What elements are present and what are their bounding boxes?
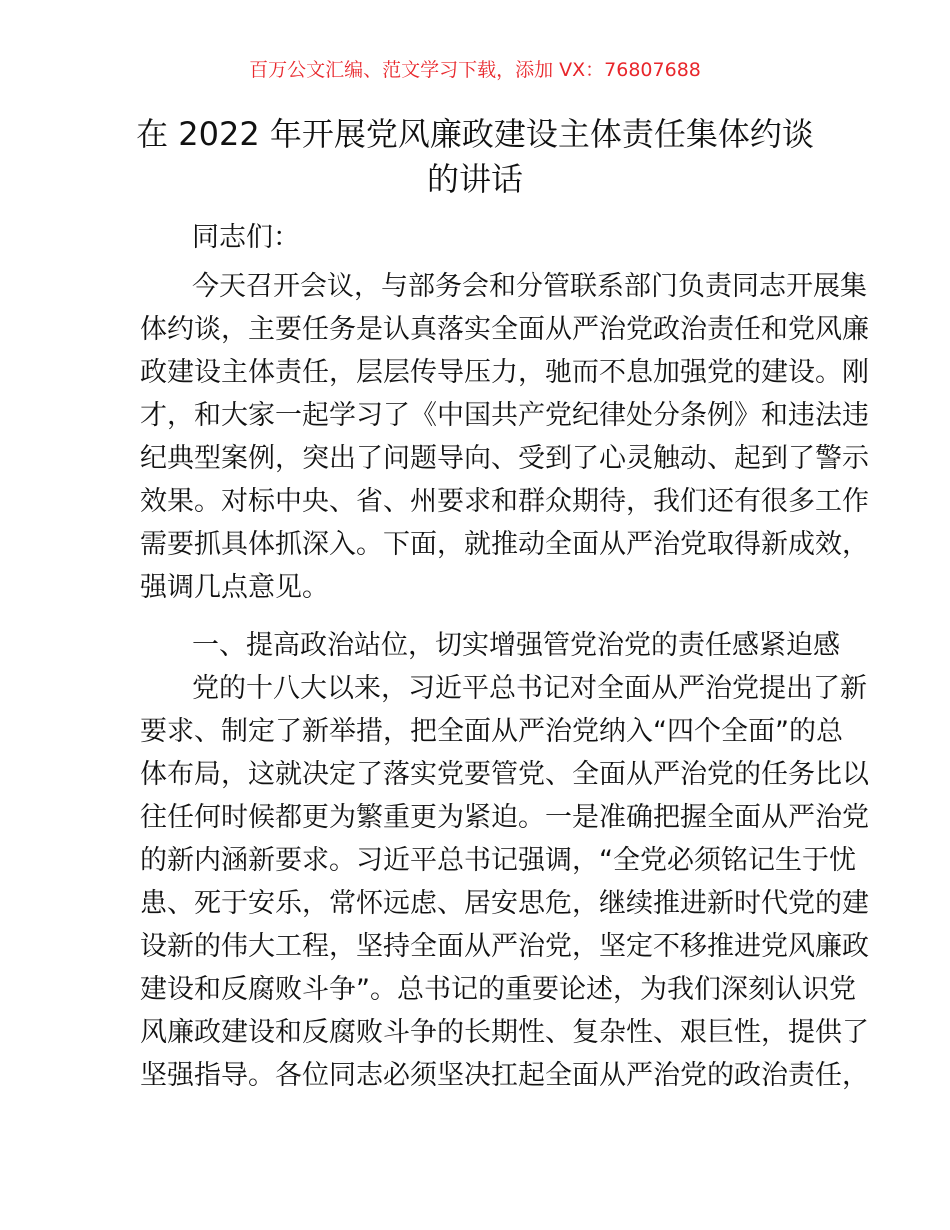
paragraph-line: 强调几点意见。 xyxy=(140,572,329,603)
paragraph-line: 政建设主体责任，层层传导压力，驰而不息加强党的建设。刚 xyxy=(140,357,869,388)
paragraph-line: 纪典型案例，突出了问题导向、受到了心灵触动、起到了警示 xyxy=(140,443,869,474)
title-line: 在 2022 年开展党风廉政建设主体责任集体约谈 xyxy=(136,115,814,153)
paragraph-line: 的新内涵新要求。习近平总书记强调，“全党必须铭记生于忧 xyxy=(140,845,856,876)
paragraph-2 xyxy=(140,667,869,1097)
watermark-banner: 百万公文汇编、范文学习下载，添加 VX：76807688 xyxy=(249,59,701,81)
paragraph-line: 坚强指导。各位同志必须坚决扛起全面从严治党的政治责任， xyxy=(140,1060,869,1091)
paragraph-line: 需要抓具体抓深入。下面，就推动全面从严治党取得新成效， xyxy=(140,529,869,560)
paragraph-line: 往任何时候都更为繁重更为紧迫。一是准确把握全面从严治党 xyxy=(140,802,869,833)
paragraph-line: 体约谈，主要任务是认真落实全面从严治党政治责任和党风廉 xyxy=(140,314,869,345)
paragraph-line: 要求、制定了新举措，把全面从严治党纳入“四个全面”的总 xyxy=(140,716,843,747)
paragraph-1 xyxy=(140,265,869,609)
salutation: 同志们： xyxy=(192,222,300,253)
paragraph-line: 设新的伟大工程，坚持全面从严治党，坚定不移推进党风廉政 xyxy=(140,931,869,962)
paragraph-line: 建设和反腐败斗争”。总书记的重要论述，为我们深刻认识党 xyxy=(140,974,856,1005)
paragraph-line: 体布局，这就决定了落实党要管党、全面从严治党的任务比以 xyxy=(140,759,869,790)
paragraph-line: 党的十八大以来，习近平总书记对全面从严治党提出了新 xyxy=(192,673,867,704)
salutation-block xyxy=(140,216,812,259)
document-title xyxy=(130,112,820,202)
title-line: 的讲话 xyxy=(426,160,523,198)
paragraph-line: 患、死于安乐，常怀远虑、居安思危，继续推进新时代党的建 xyxy=(140,888,869,919)
paragraph-line: 风廉政建设和反腐败斗争的长期性、复杂性、艰巨性，提供了 xyxy=(140,1017,869,1048)
heading-block xyxy=(140,624,840,667)
paragraph-line: 效果。对标中央、省、州要求和群众期待，我们还有很多工作 xyxy=(140,486,869,517)
section-heading: 一、提高政治站位，切实增强管党治党的责任感紧迫感 xyxy=(192,630,840,661)
paragraph-line: 才，和大家一起学习了《中国共产党纪律处分条例》和违法违 xyxy=(140,400,869,431)
paragraph-line: 今天召开会议，与部务会和分管联系部门负责同志开展集 xyxy=(192,271,867,302)
